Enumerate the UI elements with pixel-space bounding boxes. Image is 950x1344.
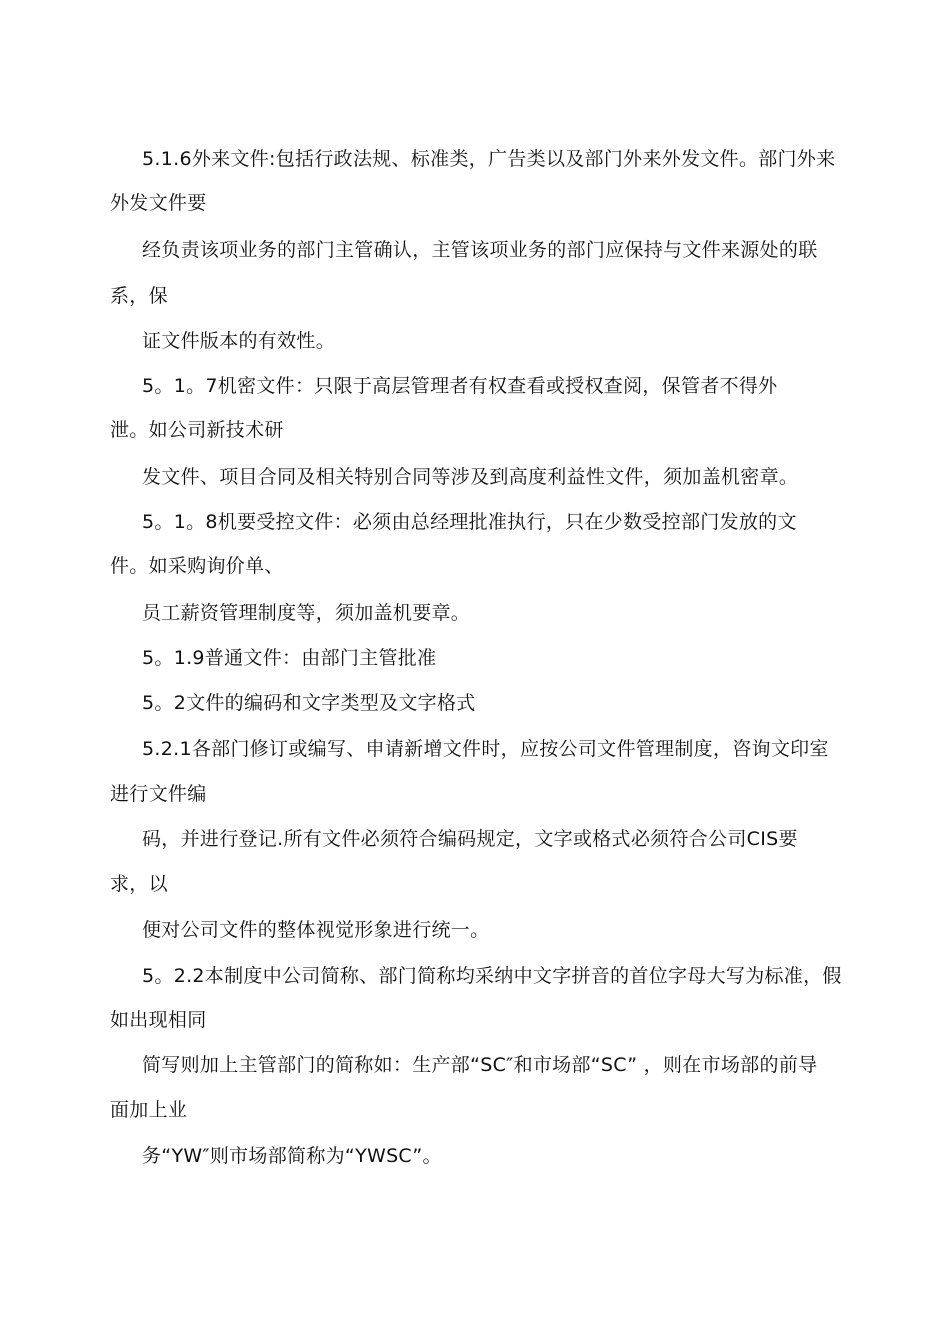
text-line: 系，保	[110, 285, 168, 307]
text-line: 求，以	[110, 873, 168, 895]
text-line: 5.1.6外来文件:包括行政法规、标准类，广告类以及部门外来外发文件。部门外来	[142, 148, 836, 170]
text-line: 5。1.9普通文件：由部门主管批准	[142, 647, 437, 669]
text-line: 5.2.1各部门修订或编写、申请新增文件时，应按公司文件管理制度，咨询文印室	[142, 738, 829, 760]
text-line: 如出现相同	[110, 1009, 207, 1031]
text-line: 5。2.2本制度中公司简称、部门简称均采纳中文字拼音的首位字母大写为标准，假	[142, 965, 842, 987]
text-line: 进行文件编	[110, 783, 207, 805]
text-line: 码，并进行登记.所有文件必须符合编码规定，文字或格式必须符合公司CIS要	[142, 828, 798, 850]
text-line: 简写则加上主管部门的简称如：生产部“SC″和市场部“SC” ，则在市场部的前导	[142, 1054, 818, 1076]
text-line: 5。1。7机密文件：只限于高层管理者有权查看或授权查阅，保管者不得外	[142, 375, 778, 397]
text-line: 便对公司文件的整体视觉形象进行统一。	[142, 919, 490, 941]
text-line: 发文件、项目合同及相关特别合同等涉及到高度利益性文件，须加盖机密章。	[142, 466, 799, 488]
text-line: 泄。如公司新技术研	[110, 419, 284, 441]
text-line: 5。1。8机要受控文件：必须由总经理批准执行，只在少数受控部门发放的文	[142, 511, 797, 533]
text-line: 面加上业	[110, 1099, 188, 1121]
text-line: 经负责该项业务的部门主管确认，主管该项业务的部门应保持与文件来源处的联	[142, 239, 818, 261]
text-line: 证文件版本的有效性。	[142, 330, 336, 352]
text-line: 5。2文件的编码和文字类型及文字格式	[142, 692, 476, 714]
text-line: 件。如采购询价单、	[110, 555, 284, 577]
text-line: 员工薪资管理制度等，须加盖机要章。	[142, 602, 471, 624]
text-line: 外发文件要	[110, 192, 207, 214]
text-line: 务“YW″则市场部简称为“YWSC”。	[142, 1145, 442, 1167]
